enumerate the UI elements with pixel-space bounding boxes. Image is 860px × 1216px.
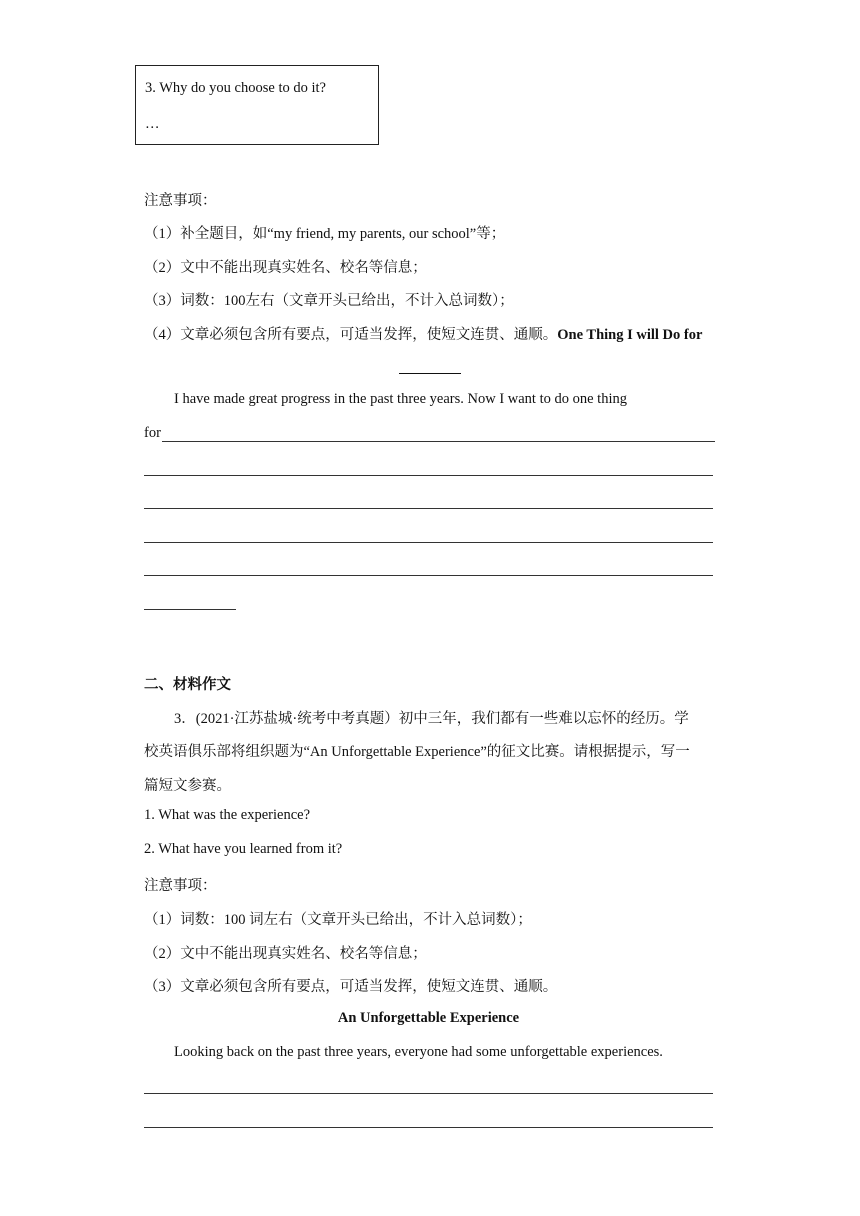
note-item: （1）词数：100 词左右（文章开头已给出，不计入总词数）； [144, 912, 532, 928]
notes-heading: 注意事项： [144, 878, 217, 894]
question-text: 3．(2021·江苏盐城·统考中考真题）初中三年，我们都有一些难以忘怀的经历。学 [174, 711, 689, 727]
note-item: （1）补全题目，如“my friend, my parents, our school”等； [144, 226, 506, 242]
section-heading: 二、材料作文 [144, 677, 231, 693]
essay-continuation: for [144, 425, 161, 441]
writing-line [162, 441, 715, 442]
essay-title: An Unforgettable Experience [337, 1010, 520, 1026]
question-text: 篇短文参赛。 [144, 778, 231, 794]
note-item [144, 323, 702, 344]
prompt-item: 1. What was the experience? [144, 807, 310, 823]
note-item: （3）文章必须包含所有要点，可适当发挥，使短文连贯、通顺。 [144, 979, 558, 995]
prompt-item: 2. What have you learned from it? [144, 841, 343, 857]
writing-line [144, 609, 236, 610]
writing-line [144, 475, 713, 476]
question-text: 校英语俱乐部将组织题为“An Unforgettable Experience”的征文比赛。请根据提示，写一 [144, 744, 690, 760]
note-item: （3）词数：100左右（文章开头已给出，不计入总词数）； [144, 293, 514, 309]
question-box-line: 3. Why do you choose to do it? [145, 80, 326, 96]
notes-heading: 注意事项： [144, 193, 217, 209]
essay-title: One Thing I will Do for [557, 327, 703, 343]
writing-line [144, 542, 713, 543]
note-item: （2）文中不能出现真实姓名、校名等信息； [144, 260, 427, 276]
question-box [135, 65, 379, 145]
writing-line [144, 508, 713, 509]
essay-opening: I have made great progress in the past three years. Now I want to do one thing [174, 391, 627, 407]
question-box-ellipsis: … [145, 116, 160, 132]
writing-line [144, 1127, 713, 1128]
essay-opening: Looking back on the past three years, everyone had some unforgettable experiences. [174, 1044, 663, 1060]
note-item: （2）文中不能出现真实姓名、校名等信息； [144, 946, 427, 962]
writing-line [144, 575, 713, 576]
title-blank [399, 373, 461, 374]
note-item-text: （4）文章必须包含所有要点，可适当发挥，使短文连贯、通顺。 [144, 327, 558, 343]
writing-line [144, 1093, 713, 1094]
